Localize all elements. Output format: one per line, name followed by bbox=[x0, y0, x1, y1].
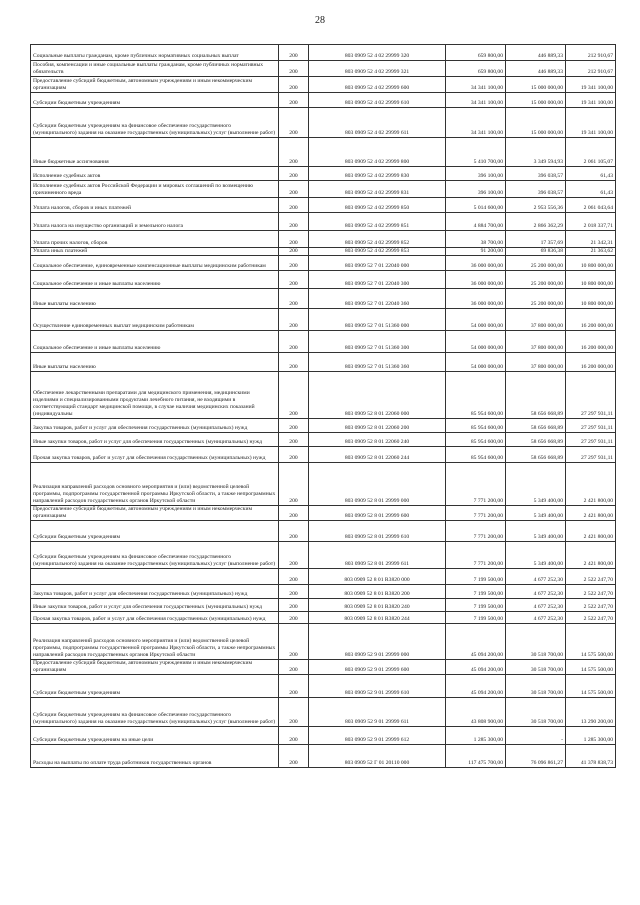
executed-amount-cell: 30 518 700,00 bbox=[506, 660, 566, 675]
table-body bbox=[31, 45, 616, 768]
unexecuted-amount-cell: 21 342,31 bbox=[566, 231, 616, 248]
unexecuted-amount-cell: 10 800 000,00 bbox=[566, 289, 616, 309]
unexecuted-amount-cell: 16 200 000,00 bbox=[566, 331, 616, 353]
executed-amount-cell: 396 038,57 bbox=[506, 181, 566, 198]
approved-amount-cell: 7 199 500,00 bbox=[446, 569, 506, 585]
unexecuted-amount-cell: 61,43 bbox=[566, 167, 616, 181]
budget-classification-code-cell: 803 0909 52 8 01 22060 244 bbox=[309, 447, 446, 463]
table-row bbox=[31, 624, 616, 660]
table-row bbox=[31, 61, 616, 77]
line-code-cell: 200 bbox=[279, 248, 309, 256]
unexecuted-amount-cell: 21 363,62 bbox=[566, 248, 616, 256]
approved-amount-cell: 7 771 200,00 bbox=[446, 506, 506, 521]
expense-name-cell: Предоставление субсидий бюджетным, автономным учреждениям и иным некоммерческим организациям bbox=[31, 506, 279, 521]
executed-amount-cell: 25 200 000,00 bbox=[506, 289, 566, 309]
executed-amount-cell: 17 357,69 bbox=[506, 231, 566, 248]
expense-name-cell: Обеспечение лекарственными препаратами для медицинского применения, медицинскими изделиями и специализированными продуктами лечебного питания, не входящими в соответствующий стандарт медицинской помощи, в случае наличия медицинских показаний (индивидуальны bbox=[31, 372, 279, 419]
line-code-cell: 200 bbox=[279, 506, 309, 521]
table-row bbox=[31, 309, 616, 331]
table-row bbox=[31, 231, 616, 248]
table-row bbox=[31, 612, 616, 624]
line-code-cell: 200 bbox=[279, 108, 309, 138]
executed-amount-cell: 69 836,38 bbox=[506, 248, 566, 256]
approved-amount-cell: 7 199 500,00 bbox=[446, 585, 506, 599]
expense-name-cell: Социальное обеспечение, единовременные компенсационные выплаты медицинским работникам bbox=[31, 256, 279, 271]
unexecuted-amount-cell: 2 421 800,00 bbox=[566, 463, 616, 506]
table-row bbox=[31, 660, 616, 675]
unexecuted-amount-cell: 10 800 000,00 bbox=[566, 256, 616, 271]
expense-name-cell: Субсидии бюджетным учреждениям на иные цели bbox=[31, 727, 279, 745]
budget-classification-code-cell: 803 0909 52 4 02 29999 611 bbox=[309, 108, 446, 138]
approved-amount-cell: 34 341 100,00 bbox=[446, 77, 506, 93]
approved-amount-cell: 36 000 000,00 bbox=[446, 271, 506, 289]
budget-classification-code-cell: 803 0909 52 4 02 29999 321 bbox=[309, 61, 446, 77]
executed-amount-cell: 30 518 700,00 bbox=[506, 675, 566, 698]
unexecuted-amount-cell: 61,43 bbox=[566, 181, 616, 198]
unexecuted-amount-cell: 27 297 931,11 bbox=[566, 372, 616, 419]
expense-name-cell: Социальное обеспечение и иные выплаты населению bbox=[31, 331, 279, 353]
executed-amount-cell: 15 000 000,00 bbox=[506, 77, 566, 93]
table-row bbox=[31, 599, 616, 612]
approved-amount-cell: 1 285 300,00 bbox=[446, 727, 506, 745]
budget-classification-code-cell: 803 0909 52 8 01 R3820 244 bbox=[309, 612, 446, 624]
expense-name-cell: Закупка товаров, работ и услуг для обеспечения государственных (муниципальных) нужд bbox=[31, 419, 279, 433]
approved-amount-cell: 43 808 900,00 bbox=[446, 698, 506, 727]
approved-amount-cell: 117 475 700,00 bbox=[446, 745, 506, 768]
unexecuted-amount-cell: 14 575 500,00 bbox=[566, 675, 616, 698]
line-code-cell: 200 bbox=[279, 271, 309, 289]
table-row bbox=[31, 542, 616, 569]
budget-classification-code-cell: 803 0909 52 9 01 29999 600 bbox=[309, 660, 446, 675]
budget-classification-code-cell: 803 0909 52 8 01 29999 610 bbox=[309, 521, 446, 542]
table-row bbox=[31, 138, 616, 167]
unexecuted-amount-cell: 1 285 300,00 bbox=[566, 727, 616, 745]
table-row bbox=[31, 331, 616, 353]
executed-amount-cell: 37 800 000,00 bbox=[506, 353, 566, 372]
table-row bbox=[31, 433, 616, 447]
expense-name-cell: Иные выплаты населению bbox=[31, 353, 279, 372]
executed-amount-cell: 446 889,33 bbox=[506, 61, 566, 77]
executed-amount-cell: 4 677 252,30 bbox=[506, 585, 566, 599]
expense-name-cell: Субсидии бюджетным учреждениям на финансовое обеспечение государственного (муниципального) задания на оказание государственных (муниципальных) услуг (выполнение работ) bbox=[31, 542, 279, 569]
approved-amount-cell: 7 771 200,00 bbox=[446, 542, 506, 569]
executed-amount-cell: 5 349 400,00 bbox=[506, 542, 566, 569]
line-code-cell: 200 bbox=[279, 585, 309, 599]
executed-amount-cell: 30 518 700,00 bbox=[506, 698, 566, 727]
approved-amount-cell: 396 100,00 bbox=[446, 167, 506, 181]
expense-name-cell: Иные закупки товаров, работ и услуг для обеспечения государственных (муниципальных) нужд bbox=[31, 433, 279, 447]
expense-name-cell: Осуществление единовременных выплат медицинским работникам bbox=[31, 309, 279, 331]
page-number: 28 bbox=[315, 15, 325, 26]
table-row bbox=[31, 108, 616, 138]
approved-amount-cell: 5 410 700,00 bbox=[446, 138, 506, 167]
expense-name-cell bbox=[31, 569, 279, 585]
budget-classification-code-cell: 803 0909 52 8 01 22060 000 bbox=[309, 372, 446, 419]
line-code-cell: 200 bbox=[279, 77, 309, 93]
executed-amount-cell: 25 200 000,00 bbox=[506, 271, 566, 289]
table-row bbox=[31, 167, 616, 181]
expense-name-cell: Субсидии бюджетным учреждениям на финансовое обеспечение государственного (муниципального) задания на оказание государственных (муниципальных) услуг (выполнение работ) bbox=[31, 108, 279, 138]
budget-classification-code-cell: 803 0909 52 8 01 R3820 000 bbox=[309, 569, 446, 585]
executed-amount-cell: - bbox=[506, 727, 566, 745]
unexecuted-amount-cell: 10 800 000,00 bbox=[566, 271, 616, 289]
table-row bbox=[31, 77, 616, 93]
table-row bbox=[31, 198, 616, 213]
expense-name-cell: Уплата налога на имущество организаций и земельного налога bbox=[31, 213, 279, 231]
expense-name-cell: Субсидии бюджетным учреждениям bbox=[31, 93, 279, 108]
table-row bbox=[31, 698, 616, 727]
table-row bbox=[31, 289, 616, 309]
expense-name-cell: Реализация направлений расходов основного мероприятия и (или) ведомственной целевой программы, подпрограммы государственной программы Иркутской области, а также непрограммных направлений расходов государственных органов Иркутской области bbox=[31, 624, 279, 660]
approved-amount-cell: 36 000 000,00 bbox=[446, 256, 506, 271]
unexecuted-amount-cell: 19 341 100,00 bbox=[566, 77, 616, 93]
table-row bbox=[31, 585, 616, 599]
line-code-cell: 200 bbox=[279, 138, 309, 167]
budget-classification-code-cell: 803 0909 52 8 01 R3820 240 bbox=[309, 599, 446, 612]
approved-amount-cell: 4 884 700,00 bbox=[446, 213, 506, 231]
executed-amount-cell: 5 349 400,00 bbox=[506, 521, 566, 542]
approved-amount-cell: 7 771 200,00 bbox=[446, 521, 506, 542]
line-code-cell: 200 bbox=[279, 256, 309, 271]
unexecuted-amount-cell: 27 297 931,11 bbox=[566, 419, 616, 433]
table-row bbox=[31, 675, 616, 698]
unexecuted-amount-cell: 41 378 838,73 bbox=[566, 745, 616, 768]
line-code-cell: 200 bbox=[279, 61, 309, 77]
budget-classification-code-cell: 803 0909 52 9 01 29999 611 bbox=[309, 698, 446, 727]
unexecuted-amount-cell: 2 018 337,71 bbox=[566, 213, 616, 231]
line-code-cell: 200 bbox=[279, 309, 309, 331]
expense-name-cell: Уплата налогов, сборов и иных платежей bbox=[31, 198, 279, 213]
executed-amount-cell: 37 800 000,00 bbox=[506, 309, 566, 331]
executed-amount-cell: 4 677 252,30 bbox=[506, 569, 566, 585]
unexecuted-amount-cell: 2 522 247,70 bbox=[566, 599, 616, 612]
expense-name-cell: Исполнение судебных актов Российской Федерации и мировых соглашений по возмещению причиненного вреда bbox=[31, 181, 279, 198]
expense-name-cell: Субсидии бюджетным учреждениям bbox=[31, 675, 279, 698]
table-row bbox=[31, 569, 616, 585]
table-row bbox=[31, 271, 616, 289]
approved-amount-cell: 34 341 100,00 bbox=[446, 108, 506, 138]
table-row bbox=[31, 727, 616, 745]
unexecuted-amount-cell: 2 522 247,70 bbox=[566, 585, 616, 599]
unexecuted-amount-cell: 14 575 500,00 bbox=[566, 624, 616, 660]
table-row bbox=[31, 463, 616, 506]
approved-amount-cell: 659 800,00 bbox=[446, 61, 506, 77]
table-row bbox=[31, 745, 616, 768]
expense-name-cell: Социальные выплаты гражданам, кроме публичных нормативных социальных выплат bbox=[31, 45, 279, 61]
table-row bbox=[31, 45, 616, 61]
expense-name-cell: Реализация направлений расходов основного мероприятия и (или) ведомственной целевой программы, подпрограммы государственной программы Иркутской области, а также непрограммных направлений расходов государственных органов Иркутской области bbox=[31, 463, 279, 506]
approved-amount-cell: 45 094 200,00 bbox=[446, 675, 506, 698]
approved-amount-cell: 659 800,00 bbox=[446, 45, 506, 61]
unexecuted-amount-cell: 13 290 200,00 bbox=[566, 698, 616, 727]
executed-amount-cell: 2 953 556,36 bbox=[506, 198, 566, 213]
executed-amount-cell: 5 349 400,00 bbox=[506, 463, 566, 506]
approved-amount-cell: 85 954 600,00 bbox=[446, 372, 506, 419]
executed-amount-cell: 4 677 252,30 bbox=[506, 599, 566, 612]
approved-amount-cell: 7 199 500,00 bbox=[446, 612, 506, 624]
unexecuted-amount-cell: 212 910,67 bbox=[566, 45, 616, 61]
executed-amount-cell: 25 200 000,00 bbox=[506, 256, 566, 271]
budget-classification-code-cell: 803 0909 52 8 01 22060 200 bbox=[309, 419, 446, 433]
approved-amount-cell: 396 100,00 bbox=[446, 181, 506, 198]
executed-amount-cell: 446 889,33 bbox=[506, 45, 566, 61]
budget-classification-code-cell: 803 0909 52 7 01 22040 300 bbox=[309, 271, 446, 289]
expense-name-cell: Иные закупки товаров, работ и услуг для обеспечения государственных (муниципальных) нужд bbox=[31, 599, 279, 612]
approved-amount-cell: 7 771 200,00 bbox=[446, 463, 506, 506]
unexecuted-amount-cell: 19 341 100,00 bbox=[566, 93, 616, 108]
table-row bbox=[31, 93, 616, 108]
line-code-cell: 200 bbox=[279, 624, 309, 660]
executed-amount-cell: 396 038,57 bbox=[506, 167, 566, 181]
unexecuted-amount-cell: 19 341 100,00 bbox=[566, 108, 616, 138]
budget-classification-code-cell: 803 0909 52 Г 01 20110 000 bbox=[309, 745, 446, 768]
line-code-cell: 200 bbox=[279, 181, 309, 198]
line-code-cell: 200 bbox=[279, 521, 309, 542]
expense-name-cell: Социальное обеспечение и иные выплаты населению bbox=[31, 271, 279, 289]
unexecuted-amount-cell: 16 200 000,00 bbox=[566, 353, 616, 372]
budget-classification-code-cell: 803 0909 52 7 01 51360 000 bbox=[309, 309, 446, 331]
budget-classification-code-cell: 803 0909 52 7 01 51360 300 bbox=[309, 331, 446, 353]
budget-classification-code-cell: 803 0909 52 4 02 29999 852 bbox=[309, 231, 446, 248]
approved-amount-cell: 54 000 000,00 bbox=[446, 309, 506, 331]
unexecuted-amount-cell: 16 200 000,00 bbox=[566, 309, 616, 331]
line-code-cell: 200 bbox=[279, 599, 309, 612]
unexecuted-amount-cell: 212 910,67 bbox=[566, 61, 616, 77]
approved-amount-cell: 54 000 000,00 bbox=[446, 353, 506, 372]
approved-amount-cell: 34 341 100,00 bbox=[446, 93, 506, 108]
budget-classification-code-cell: 803 0909 52 4 02 29999 320 bbox=[309, 45, 446, 61]
table-row bbox=[31, 256, 616, 271]
table-row bbox=[31, 506, 616, 521]
expense-name-cell: Расходы на выплаты по оплате труда работников государственных органов bbox=[31, 745, 279, 768]
expense-name-cell: Предоставление субсидий бюджетным, автономным учреждениям и иным некоммерческим организациям bbox=[31, 660, 279, 675]
executed-amount-cell: 58 656 668,89 bbox=[506, 447, 566, 463]
budget-classification-code-cell: 803 0909 52 8 01 29999 600 bbox=[309, 506, 446, 521]
line-code-cell: 200 bbox=[279, 419, 309, 433]
unexecuted-amount-cell: 2 421 800,00 bbox=[566, 521, 616, 542]
budget-classification-code-cell: 803 0909 52 4 02 29999 853 bbox=[309, 248, 446, 256]
budget-classification-code-cell: 803 0909 52 7 01 51360 360 bbox=[309, 353, 446, 372]
budget-execution-table bbox=[30, 44, 616, 768]
expense-name-cell: Закупка товаров, работ и услуг для обеспечения государственных (муниципальных) нужд bbox=[31, 585, 279, 599]
unexecuted-amount-cell: 2 522 247,70 bbox=[566, 569, 616, 585]
line-code-cell: 200 bbox=[279, 542, 309, 569]
table-row bbox=[31, 248, 616, 256]
line-code-cell: 200 bbox=[279, 289, 309, 309]
executed-amount-cell: 4 677 252,30 bbox=[506, 612, 566, 624]
line-code-cell: 200 bbox=[279, 569, 309, 585]
line-code-cell: 200 bbox=[279, 353, 309, 372]
budget-classification-code-cell: 803 0909 52 7 01 22040 000 bbox=[309, 256, 446, 271]
line-code-cell: 200 bbox=[279, 167, 309, 181]
budget-classification-code-cell: 803 0909 52 9 01 29999 612 bbox=[309, 727, 446, 745]
budget-classification-code-cell: 803 0909 52 7 01 22040 360 bbox=[309, 289, 446, 309]
budget-classification-code-cell: 803 0909 52 8 01 22060 240 bbox=[309, 433, 446, 447]
unexecuted-amount-cell: 2 421 800,00 bbox=[566, 506, 616, 521]
line-code-cell: 200 bbox=[279, 93, 309, 108]
budget-classification-code-cell: 803 0909 52 4 02 29999 830 bbox=[309, 167, 446, 181]
budget-classification-code-cell: 803 0909 52 4 02 29999 850 bbox=[309, 198, 446, 213]
executed-amount-cell: 37 800 000,00 bbox=[506, 331, 566, 353]
expense-name-cell: Уплата прочих налогов, сборов bbox=[31, 231, 279, 248]
expense-name-cell: Прочая закупка товаров, работ и услуг для обеспечения государственных (муниципальных) нужд bbox=[31, 612, 279, 624]
approved-amount-cell: 91 200,00 bbox=[446, 248, 506, 256]
executed-amount-cell: 3 349 594,93 bbox=[506, 138, 566, 167]
approved-amount-cell: 45 094 200,00 bbox=[446, 660, 506, 675]
line-code-cell: 200 bbox=[279, 213, 309, 231]
unexecuted-amount-cell: 2 522 247,70 bbox=[566, 612, 616, 624]
expense-name-cell: Субсидии бюджетным учреждениям на финансовое обеспечение государственного (муниципального) задания на оказание государственных (муниципальных) услуг (выполнение работ) bbox=[31, 698, 279, 727]
expense-name-cell: Уплата иных платежей bbox=[31, 248, 279, 256]
budget-classification-code-cell: 803 0909 52 4 02 29999 610 bbox=[309, 93, 446, 108]
executed-amount-cell: 5 349 400,00 bbox=[506, 506, 566, 521]
line-code-cell: 200 bbox=[279, 45, 309, 61]
expense-name-cell: Иные выплаты населению bbox=[31, 289, 279, 309]
unexecuted-amount-cell: 2 061 043,64 bbox=[566, 198, 616, 213]
table-row bbox=[31, 353, 616, 372]
executed-amount-cell: 15 000 000,00 bbox=[506, 93, 566, 108]
approved-amount-cell: 45 094 200,00 bbox=[446, 624, 506, 660]
line-code-cell: 200 bbox=[279, 727, 309, 745]
line-code-cell: 200 bbox=[279, 433, 309, 447]
line-code-cell: 200 bbox=[279, 447, 309, 463]
unexecuted-amount-cell: 2 421 800,00 bbox=[566, 542, 616, 569]
approved-amount-cell: 7 199 500,00 bbox=[446, 599, 506, 612]
line-code-cell: 200 bbox=[279, 198, 309, 213]
line-code-cell: 200 bbox=[279, 231, 309, 248]
expense-name-cell: Субсидии бюджетным учреждениям bbox=[31, 521, 279, 542]
executed-amount-cell: 76 096 861,27 bbox=[506, 745, 566, 768]
table-row bbox=[31, 213, 616, 231]
line-code-cell: 200 bbox=[279, 612, 309, 624]
expense-name-cell: Исполнение судебных актов bbox=[31, 167, 279, 181]
executed-amount-cell: 58 656 668,89 bbox=[506, 372, 566, 419]
line-code-cell: 200 bbox=[279, 372, 309, 419]
table-row bbox=[31, 372, 616, 419]
budget-classification-code-cell: 803 0909 52 9 01 29999 610 bbox=[309, 675, 446, 698]
line-code-cell: 200 bbox=[279, 745, 309, 768]
line-code-cell: 200 bbox=[279, 660, 309, 675]
expense-name-cell: Пособия, компенсации и иные социальные выплаты гражданам, кроме публичных нормативных обязательств bbox=[31, 61, 279, 77]
unexecuted-amount-cell: 2 061 105,07 bbox=[566, 138, 616, 167]
executed-amount-cell: 2 866 362,29 bbox=[506, 213, 566, 231]
budget-classification-code-cell: 803 0909 52 4 02 29999 851 bbox=[309, 213, 446, 231]
unexecuted-amount-cell: 27 297 931,11 bbox=[566, 447, 616, 463]
table-row bbox=[31, 521, 616, 542]
table-row bbox=[31, 419, 616, 433]
approved-amount-cell: 85 954 600,00 bbox=[446, 419, 506, 433]
approved-amount-cell: 5 014 600,00 bbox=[446, 198, 506, 213]
table-row bbox=[31, 447, 616, 463]
budget-classification-code-cell: 803 0909 52 9 01 29999 000 bbox=[309, 624, 446, 660]
approved-amount-cell: 85 954 600,00 bbox=[446, 447, 506, 463]
executed-amount-cell: 58 656 668,89 bbox=[506, 419, 566, 433]
budget-classification-code-cell: 803 0909 52 4 02 29999 600 bbox=[309, 77, 446, 93]
line-code-cell: 200 bbox=[279, 463, 309, 506]
expense-name-cell: Прочая закупка товаров, работ и услуг для обеспечения государственных (муниципальных) нужд bbox=[31, 447, 279, 463]
approved-amount-cell: 54 000 000,00 bbox=[446, 331, 506, 353]
line-code-cell: 200 bbox=[279, 698, 309, 727]
unexecuted-amount-cell: 27 297 931,11 bbox=[566, 433, 616, 447]
budget-classification-code-cell: 803 0909 52 8 01 29999 611 bbox=[309, 542, 446, 569]
budget-classification-code-cell: 803 0909 52 8 01 R3820 200 bbox=[309, 585, 446, 599]
unexecuted-amount-cell: 14 575 500,00 bbox=[566, 660, 616, 675]
line-code-cell: 200 bbox=[279, 675, 309, 698]
executed-amount-cell: 58 656 668,89 bbox=[506, 433, 566, 447]
budget-classification-code-cell: 803 0909 52 4 02 29999 800 bbox=[309, 138, 446, 167]
expense-name-cell: Иные бюджетные ассигнования bbox=[31, 138, 279, 167]
expense-name-cell: Предоставление субсидий бюджетным, автономным учреждениям и иным некоммерческим организациям bbox=[31, 77, 279, 93]
approved-amount-cell: 85 954 600,00 bbox=[446, 433, 506, 447]
table-row bbox=[31, 181, 616, 198]
budget-classification-code-cell: 803 0909 52 4 02 29999 831 bbox=[309, 181, 446, 198]
executed-amount-cell: 30 518 700,00 bbox=[506, 624, 566, 660]
approved-amount-cell: 38 700,00 bbox=[446, 231, 506, 248]
line-code-cell: 200 bbox=[279, 331, 309, 353]
executed-amount-cell: 15 000 000,00 bbox=[506, 108, 566, 138]
approved-amount-cell: 36 000 000,00 bbox=[446, 289, 506, 309]
budget-classification-code-cell: 803 0909 52 8 01 29999 000 bbox=[309, 463, 446, 506]
